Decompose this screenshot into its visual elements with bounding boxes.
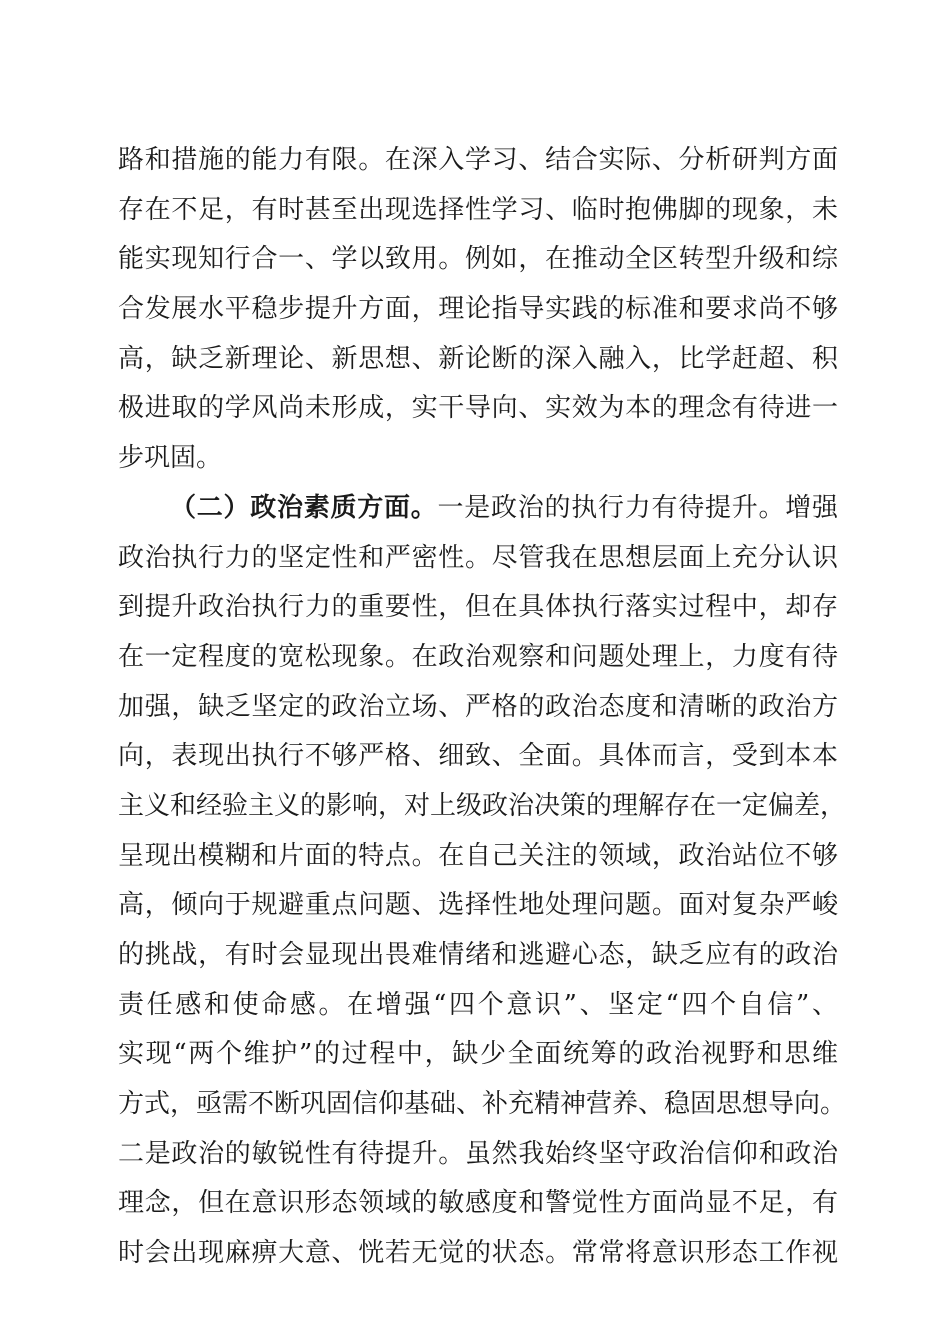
text-line: 向，表现出执行不够严格、细致、全面。具体而言，受到本本	[118, 741, 838, 772]
text-line: 实现“两个维护”的过程中，缺少全面统筹的政治视野和思维	[118, 1039, 838, 1070]
text-line: 政治执行力的坚定性和严密性。尽管我在思想层面上充分认识	[118, 542, 838, 573]
section-heading-line	[118, 484, 838, 534]
text-line: 存在不足，有时甚至出现选择性学习、临时抱佛脚的现象，未	[118, 194, 838, 225]
text-line: 二是政治的敏锐性有待提升。虽然我始终坚守政治信仰和政治	[118, 1138, 838, 1169]
section-heading: （二）政治素质方面。	[170, 492, 438, 523]
text-line: 呈现出模糊和片面的特点。在自己关注的领域，政治站位不够	[118, 840, 838, 871]
text-line: 路和措施的能力有限。在深入学习、结合实际、分析研判方面	[118, 145, 838, 175]
text-line: 极进取的学风尚未形成，实干导向、实效为本的理念有待进一	[118, 393, 838, 424]
text-line: 的挑战，有时会显现出畏难情绪和逃避心态，缺乏应有的政治	[118, 940, 838, 970]
text-line: 责任感和使命感。在增强“四个意识”、坚定“四个自信”、	[118, 989, 838, 1020]
text-line: 主义和经验主义的影响，对上级政治决策的理解存在一定偏差，	[118, 790, 847, 821]
text-line: 在一定程度的宽松现象。在政治观察和问题处理上，力度有待	[118, 641, 838, 672]
text-line: 高，缺乏新理论、新思想、新论断的深入融入，比学赶超、积	[118, 343, 838, 374]
text-line: 步巩固。	[118, 443, 223, 474]
text-line: 合发展水平稳步提升方面，理论指导实践的标准和要求尚不够	[118, 294, 838, 325]
text-line: 高，倾向于规避重点问题、选择性地处理问题。面对复杂严峻	[118, 890, 838, 921]
text-line: 方式，亟需不断巩固信仰基础、补充精神营养、稳固思想导向。	[118, 1089, 847, 1120]
body-text	[118, 136, 847, 1279]
text-line: 理念，但在意识形态领域的敏感度和警觉性方面尚显不足，有	[118, 1188, 838, 1219]
text-line: 加强，缺乏坚定的政治立场、严格的政治态度和清晰的政治方	[118, 691, 838, 722]
text-line: 能实现知行合一、学以致用。例如，在推动全区转型升级和综	[118, 244, 838, 275]
text-line: 时会出现麻痹大意、恍若无觉的状态。常常将意识形态工作视	[118, 1238, 838, 1269]
section-heading-rest: 一是政治的执行力有待提升。增强	[437, 492, 838, 523]
text-line: 到提升政治执行力的重要性，但在具体执行落实过程中，却存	[118, 592, 838, 623]
